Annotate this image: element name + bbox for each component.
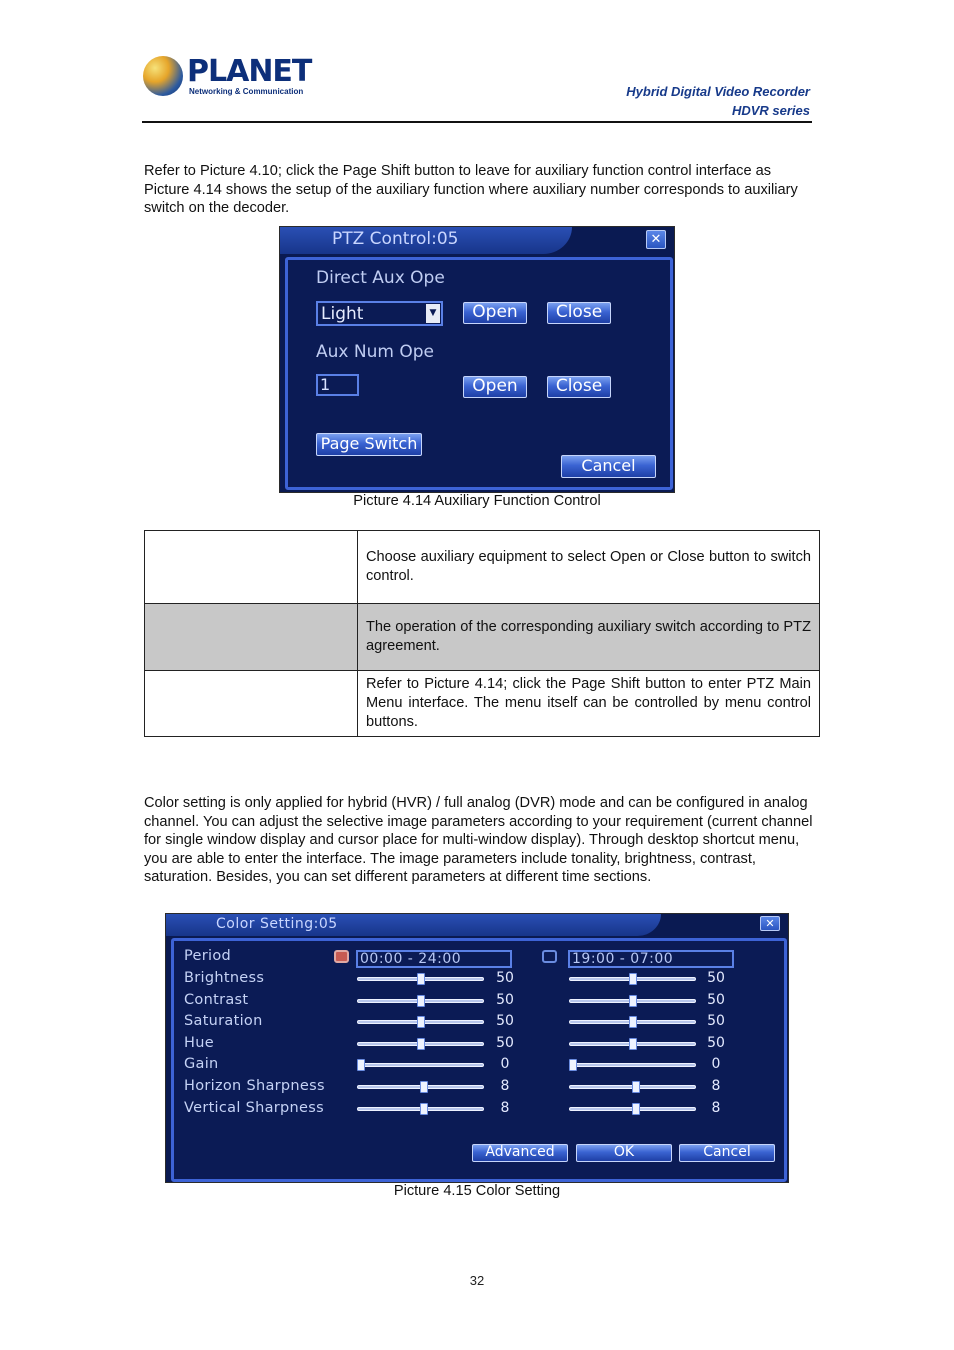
aux-number-input[interactable]: 1	[316, 374, 359, 396]
logo-wordmark: PLANET	[187, 54, 312, 89]
param-value: 0	[711, 1056, 721, 1072]
param-label: Gain	[184, 1056, 219, 1072]
param-value: 50	[496, 970, 514, 986]
slider-handle[interactable]	[417, 973, 425, 985]
param-value: 50	[707, 1035, 725, 1051]
slider-handle[interactable]	[629, 995, 637, 1007]
slider-handle[interactable]	[632, 1081, 640, 1093]
param-value: 8	[711, 1100, 721, 1116]
table-row	[145, 671, 820, 737]
caption-picture-4-15: Picture 4.15 Color Setting	[393, 1183, 561, 1199]
period-label: Period	[184, 948, 232, 964]
period-1-time-input[interactable]: 00:00 - 24:00	[356, 950, 512, 968]
table-key-cell	[145, 531, 358, 604]
caption-picture-4-14: Picture 4.14 Auxiliary Function Control	[353, 493, 601, 509]
table-row	[145, 531, 820, 604]
intro-paragraph: Refer to Picture 4.10; click the Page Shift button to leave for auxiliary function control interface as Picture 4.14 shows the setup of the auxiliary function where auxiliary number corresponds to auxiliary switch on the decoder.	[144, 163, 798, 216]
page-number: 32	[469, 1273, 485, 1288]
dialog-title: PTZ Control:05	[280, 227, 572, 254]
table-key-cell	[145, 671, 358, 737]
header-line-1: Hybrid Digital Video Recorder	[626, 84, 810, 99]
color-setting-paragraph: Color setting is only applied for hybrid (HVR) / full analog (DVR) mode and can be configured in analog channel. You can adjust the selective image parameters according to your requirement (current channel for single window display and cursor place for multi-window display). Through desktop shortcut menu, you are able to enter the interface. The image parameters include tonality, brightness, contrast, saturation. Besides, you can set different parameters at different time sections.	[144, 795, 813, 885]
slider-handle[interactable]	[417, 995, 425, 1007]
direct-close-button[interactable]: Close	[547, 302, 611, 324]
param-value: 8	[500, 1100, 510, 1116]
cancel-button[interactable]: Cancel	[679, 1144, 775, 1162]
header-line-2: HDVR series	[731, 103, 810, 118]
param-label: Brightness	[184, 970, 265, 986]
slider-handle[interactable]	[569, 1059, 577, 1071]
aux-open-button[interactable]: Open	[463, 376, 527, 398]
document-header-title	[626, 82, 810, 120]
slider-handle[interactable]	[417, 1038, 425, 1050]
param-value: 50	[707, 992, 725, 1008]
ptz-control-dialog	[279, 226, 675, 493]
param-value: 50	[496, 1013, 514, 1029]
slider-track[interactable]	[357, 1063, 484, 1067]
period-2-checkbox[interactable]	[542, 950, 557, 963]
param-value: 50	[496, 1035, 514, 1051]
close-icon[interactable]: ✕	[760, 916, 780, 931]
close-icon[interactable]: ✕	[646, 230, 666, 249]
param-value: 0	[500, 1056, 510, 1072]
aux-description-table	[144, 530, 820, 737]
param-value: 50	[707, 1013, 725, 1029]
slider-handle[interactable]	[629, 1016, 637, 1028]
param-label: Contrast	[184, 992, 249, 1008]
slider-handle[interactable]	[632, 1103, 640, 1115]
color-setting-dialog	[165, 913, 789, 1183]
page-switch-button[interactable]: Page Switch	[316, 433, 422, 456]
param-value: 8	[500, 1078, 510, 1094]
dialog-body	[171, 938, 787, 1182]
logo-tagline: Networking & Communication	[189, 87, 304, 96]
param-label: Vertical Sharpness	[184, 1100, 324, 1116]
aux-device-select[interactable]	[316, 301, 443, 326]
aux-close-button[interactable]: Close	[547, 376, 611, 398]
period-2-time-input[interactable]: 19:00 - 07:00	[568, 950, 734, 968]
slider-track[interactable]	[569, 1063, 696, 1067]
table-key-cell	[145, 604, 358, 671]
direct-open-button[interactable]: Open	[463, 302, 527, 324]
param-value: 50	[707, 970, 725, 986]
slider-handle[interactable]	[420, 1081, 428, 1093]
period-1-checkbox[interactable]	[334, 950, 349, 963]
dialog-title: Color Setting:05	[166, 914, 661, 936]
table-row	[145, 604, 820, 671]
slider-handle[interactable]	[420, 1103, 428, 1115]
slider-handle[interactable]	[357, 1059, 365, 1071]
header-divider	[142, 121, 812, 123]
slider-handle[interactable]	[629, 973, 637, 985]
aux-device-select-value: Light	[321, 304, 364, 324]
globe-icon	[143, 56, 183, 96]
param-label: Saturation	[184, 1013, 263, 1029]
direct-aux-label: Direct Aux Ope	[316, 268, 445, 288]
planet-logo	[143, 54, 312, 100]
param-label: Horizon Sharpness	[184, 1078, 325, 1094]
aux-num-label: Aux Num Ope	[316, 342, 434, 362]
ok-button[interactable]: OK	[576, 1144, 672, 1162]
table-value-cell: The operation of the corresponding auxiliary switch according to PTZ agreement.	[358, 604, 820, 671]
dialog-body	[285, 257, 673, 490]
chevron-down-icon[interactable]: ▼	[426, 304, 440, 323]
param-value: 8	[711, 1078, 721, 1094]
table-value-cell: Choose auxiliary equipment to select Open or Close button to switch control.	[358, 531, 820, 604]
param-label: Hue	[184, 1035, 214, 1051]
table-value-cell: Refer to Picture 4.14; click the Page Shift button to enter PTZ Main Menu interface. The menu itself can be controlled by menu control buttons.	[358, 671, 820, 737]
cancel-button[interactable]: Cancel	[561, 455, 656, 478]
slider-handle[interactable]	[417, 1016, 425, 1028]
slider-handle[interactable]	[629, 1038, 637, 1050]
param-value: 50	[496, 992, 514, 1008]
advanced-button[interactable]: Advanced	[472, 1144, 568, 1162]
